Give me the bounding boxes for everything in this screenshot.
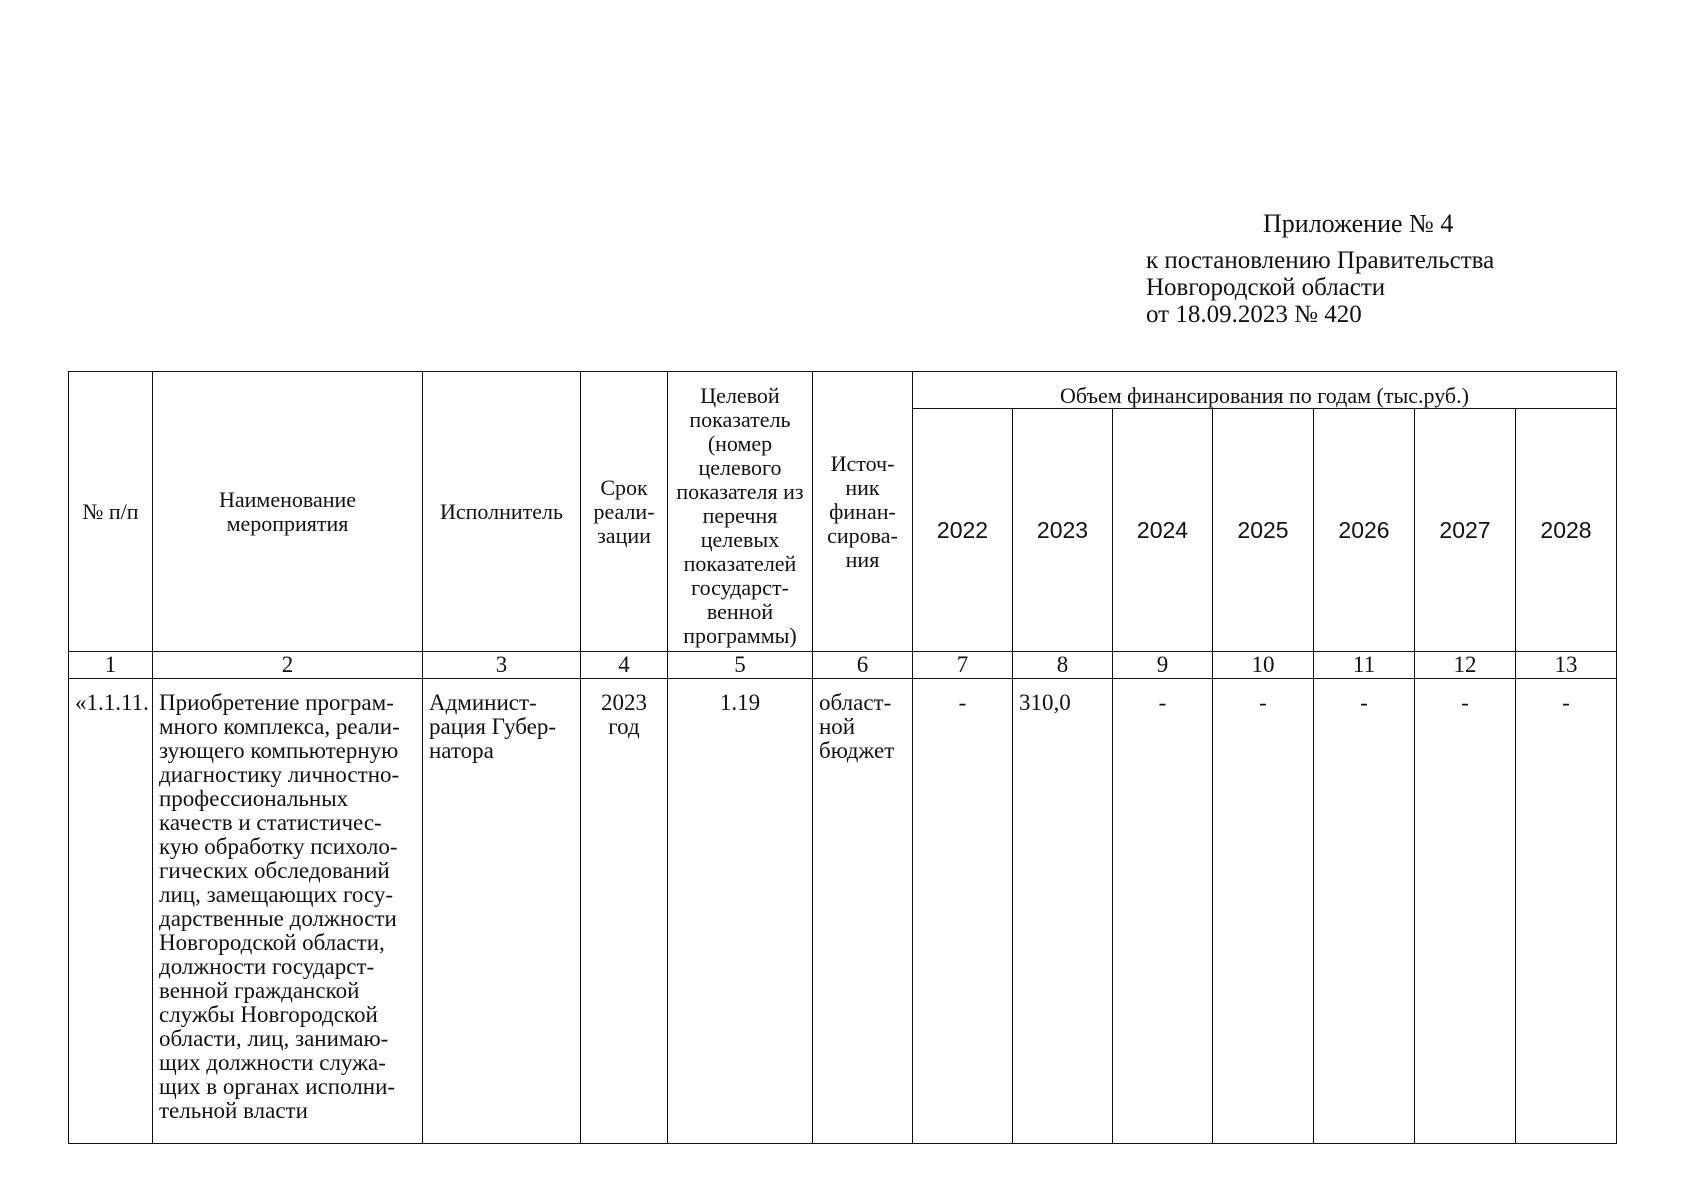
row-value-2022: - — [913, 679, 1013, 1144]
table-row — [69, 679, 1617, 1144]
column-number: 11 — [1314, 652, 1415, 679]
row-executor: Админист-рация Губер-натора — [423, 679, 581, 1144]
column-number: 8 — [1013, 652, 1113, 679]
column-number: 1 — [69, 652, 153, 679]
header-name: Наименование мероприятия — [153, 372, 423, 652]
column-number: 6 — [813, 652, 913, 679]
decree-line-3: от 18.09.2023 № 420 — [1146, 301, 1362, 328]
row-value-2024: - — [1113, 679, 1213, 1144]
row-num: «1.1.11. — [69, 679, 153, 1144]
row-value-2028: - — [1516, 679, 1617, 1144]
header-target: Целевой показатель (номер целевого показателя из перечня целевых показателей государст-венной программы) — [668, 372, 813, 652]
row-name: Приобретение програм-много комплекса, реали-зующего компьютерную диагностику личностно-профессиональных качеств и статистичес-кую обработку психоло-гических обследований лиц, замещающих госу-дарственные должности Новгородской области, должности государст-венной гражданской службы Новгородской области, лиц, занимаю-щих должности служа-щих в органах исполни-тельной власти — [153, 679, 423, 1144]
decree-line-1: к постановлению Правительства — [1146, 247, 1495, 274]
header-num: № п/п — [69, 372, 153, 652]
row-source: област-ной бюджет — [813, 679, 913, 1144]
header-term: Срок реали-зации — [581, 372, 668, 652]
header-year-2027: 2027 — [1415, 409, 1516, 652]
row-value-2027: - — [1415, 679, 1516, 1144]
row-value-2026: - — [1314, 679, 1415, 1144]
header-year-2024: 2024 — [1113, 409, 1213, 652]
funding-table — [68, 371, 1617, 1144]
column-number: 7 — [913, 652, 1013, 679]
header-year-2023: 2023 — [1013, 409, 1113, 652]
header-year-2025: 2025 — [1213, 409, 1314, 652]
row-target: 1.19 — [668, 679, 813, 1144]
column-number: 3 — [423, 652, 581, 679]
decree-line-2: Новгородской области — [1146, 274, 1386, 301]
row-value-2025: - — [1213, 679, 1314, 1144]
column-number: 4 — [581, 652, 668, 679]
column-number: 9 — [1113, 652, 1213, 679]
header-year-2028: 2028 — [1516, 409, 1617, 652]
row-term: 2023 год — [581, 679, 668, 1144]
column-number: 10 — [1213, 652, 1314, 679]
header-executor: Исполнитель — [423, 372, 581, 652]
header-year-2026: 2026 — [1314, 409, 1415, 652]
appendix-title: Приложение № 4 — [1263, 209, 1454, 238]
header-year-2022: 2022 — [913, 409, 1013, 652]
row-value-2023: 310,0 — [1013, 679, 1113, 1144]
column-number: 13 — [1516, 652, 1617, 679]
column-number: 12 — [1415, 652, 1516, 679]
header-funding-group: Объем финансирования по годам (тыс.руб.) — [913, 372, 1617, 409]
appendix-header — [1146, 210, 1606, 328]
column-number: 2 — [153, 652, 423, 679]
column-number: 5 — [668, 652, 813, 679]
header-source: Источ-ник финан-сирова-ния — [813, 372, 913, 652]
